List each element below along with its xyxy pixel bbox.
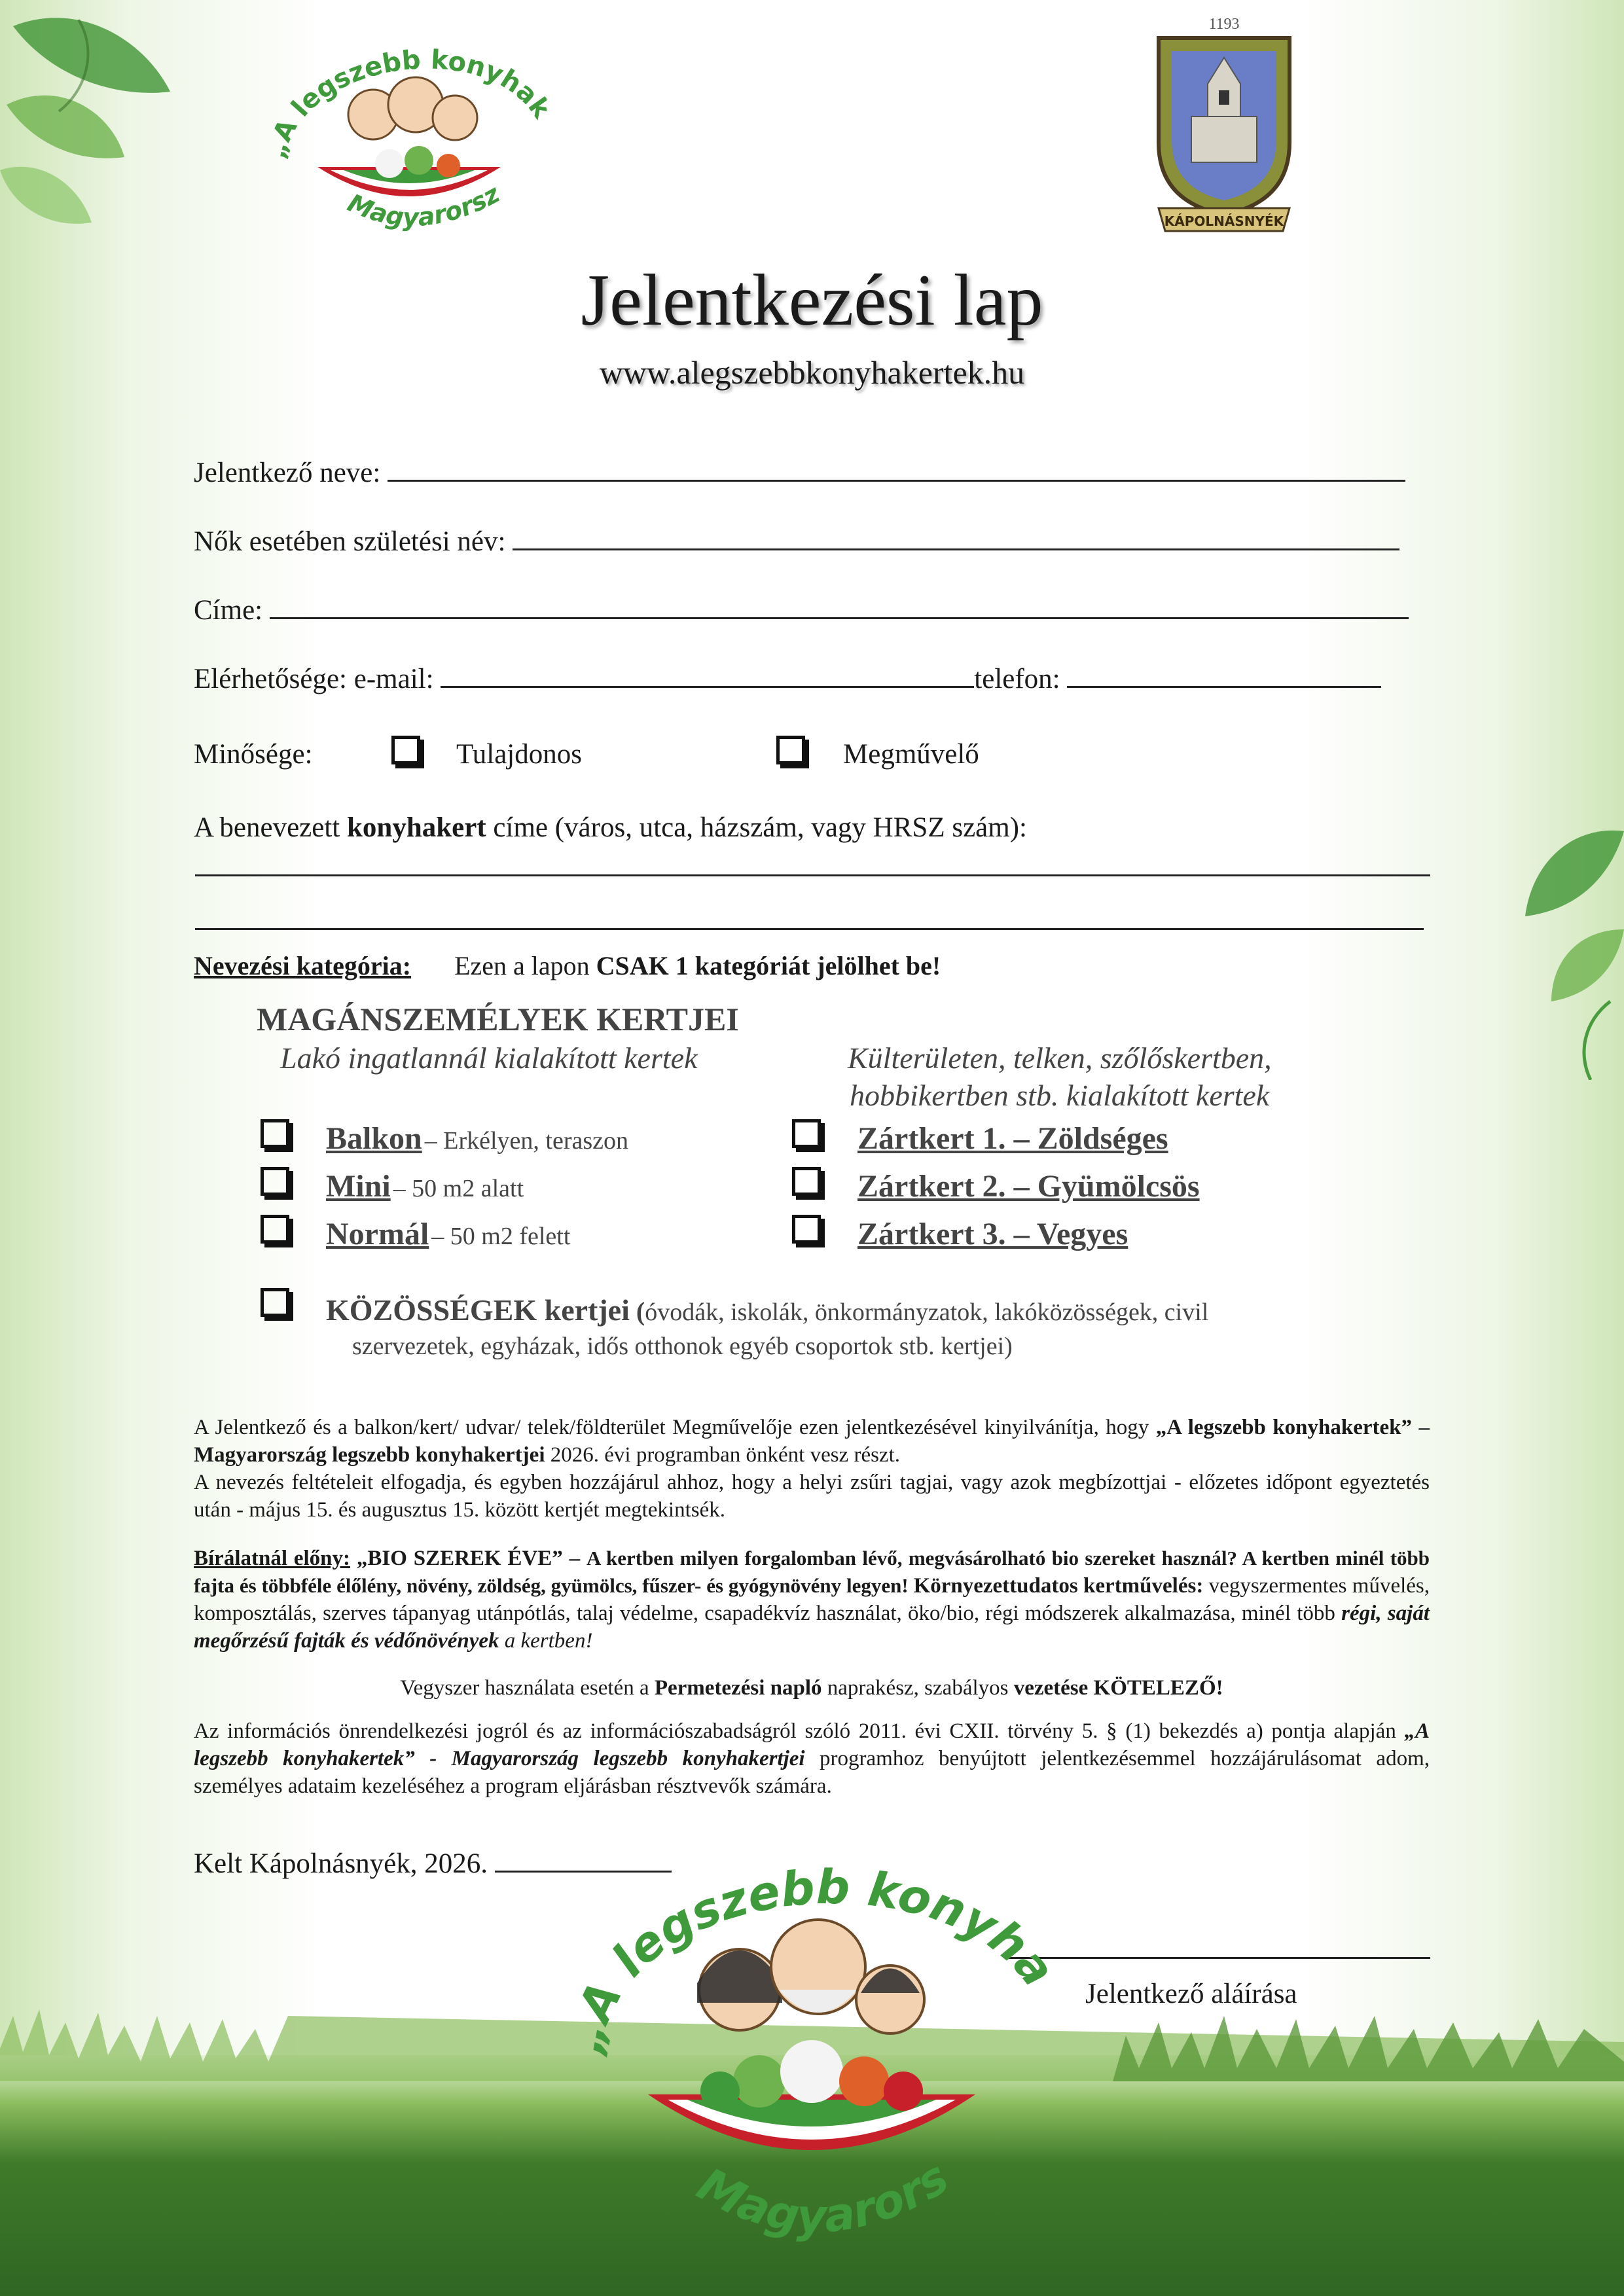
declaration-paragraph (194, 1414, 1430, 1524)
option-zartkert-2: Zártkert 2. – Gyümölcsös (857, 1169, 1200, 1204)
privacy-paragraph (194, 1717, 1430, 1800)
garden-address-label (194, 812, 1027, 844)
left-column-subtitle: Lakó ingatlannál kialakított kertek (280, 1041, 698, 1075)
checkbox-zartkert-3[interactable] (792, 1215, 821, 1244)
p5-b: „A legszebb konyhakertek” - Magyarország legszebb konyhakertjei (194, 1719, 1430, 1770)
option-zartkert-1: Zártkert 1. – Zöldséges (857, 1121, 1168, 1156)
option-zartkert-3: Zártkert 3. – Vegyes (857, 1217, 1128, 1251)
applicant-name-line[interactable] (388, 455, 1405, 482)
p3-c: Környezettudatos kertművelés: (913, 1574, 1204, 1598)
checkbox-normal[interactable] (261, 1215, 289, 1244)
category-note-prefix: Ezen a lapon (454, 951, 596, 980)
page-title: Jelentkezési lap (581, 260, 1043, 341)
p3-e: régi, saját megőrzésű fajták és védőnövények (194, 1602, 1430, 1653)
address-label: Címe: (194, 595, 263, 626)
p3-a: „BIO SZEREK ÉVE” – (350, 1547, 586, 1570)
date-label: Kelt Kápolnásnyék, 2026. (194, 1848, 488, 1879)
phone-label: telefon: (974, 664, 1060, 694)
p4-a: Vegyszer használata esetén a (400, 1676, 655, 1700)
p3-b: A kertben milyen forgalomban lévő, megvásárolható bio szereket használ? A kertben minél több fajta és többféle élőlény, növény, zöldség, gyümölcs, fűszer- és gyógynövény legyen! (194, 1547, 1430, 1597)
logo-bottom-arc-text: Magyarorsz (343, 179, 505, 232)
email-label: Elérhetősége: e-mail: (194, 664, 434, 694)
option-mini-desc: – 50 m2 alatt (393, 1175, 524, 1202)
logo-bottom-arc-text-large: Magyarors (689, 2150, 958, 2244)
p5-a: Az információs önrendelkezési jogról és az információszabadságról szóló 2011. évi CXII. törvény 5. § (1) bekezdés a) pontja alapján (194, 1719, 1405, 1743)
checkbox-mini[interactable] (261, 1167, 289, 1196)
community-paren: ( (629, 1297, 645, 1326)
phone-line[interactable] (1067, 661, 1381, 688)
field-birth-name (194, 524, 1399, 558)
p4-b: Permetezési napló (654, 1676, 822, 1700)
leaf-decoration-top-left (0, 0, 196, 275)
address-line[interactable] (270, 592, 1409, 619)
category-note-bold: CSAK 1 kategóriát jelölhet be! (596, 951, 941, 980)
option-community (326, 1293, 1208, 1327)
option-mini-name: Mini (326, 1169, 391, 1204)
cultivator-label: Megművelő (843, 739, 979, 770)
field-applicant-name (194, 455, 1405, 489)
logo-top-arc-text: „A legszebb konyha (261, 45, 544, 162)
category-row (194, 950, 941, 981)
garden-address-prefix: A benevezett (194, 812, 348, 843)
p2: A nevezés feltételeit elfogadja, és egyben hozzájárul ahhoz, hogy a helyi zsűri tagjai, vagy azok megbízottjai - előzetes időpont egyeztetés után - május 15. és augusztus 15. között kertjét megtekintsék. (194, 1471, 1430, 1522)
community-desc-1: óvodák, iskolák, önkormányzatok, lakóközösségek, civil (645, 1299, 1209, 1326)
p3-d: vegyszermentes művelés, komposztálás, szerves tápanyag utánpótlás, talaj védelme, csapadékvíz használat, öko/bio, régi módszerek alkalmazása, minél több (194, 1574, 1430, 1625)
garden-address-bold: konyhakert (347, 812, 486, 843)
logo-bottom-top-arc-text: „A legszebb konyha (563, 1859, 1060, 2057)
option-balkon-name: Balkon (326, 1121, 422, 1156)
owner-label: Tulajdonos (456, 739, 582, 770)
field-contact (194, 661, 1381, 695)
garden-address-line-2[interactable] (195, 928, 1424, 930)
field-quality (194, 738, 313, 770)
community-name: KÖZÖSSÉGEK kertjei (326, 1293, 630, 1327)
applicant-name-label: Jelentkező neve: (194, 457, 381, 488)
right-column-subtitle-2: hobbikertben stb. kialakított kertek (850, 1079, 1270, 1112)
program-logo-top (259, 36, 547, 232)
p4-d: vezetése KÖTELEZŐ! (1013, 1676, 1223, 1700)
option-balkon-desc: – Erkélyen, teraszon (424, 1127, 629, 1155)
quality-label: Minősége: (194, 739, 313, 770)
private-gardens-heading: MAGÁNSZEMÉLYEK KERTJEI (257, 1001, 739, 1037)
garden-address-line-1[interactable] (195, 874, 1430, 876)
category-label: Nevezési kategória: (194, 951, 412, 980)
option-balkon (326, 1121, 628, 1157)
crest-banner-text: KÁPOLNÁSNYÉK (1164, 213, 1284, 229)
p3-f: a kertben! (499, 1629, 593, 1653)
birth-name-line[interactable] (513, 524, 1399, 550)
pesticide-note (194, 1674, 1430, 1702)
option-mini (326, 1168, 524, 1204)
birth-name-label: Nők esetében születési név: (194, 526, 506, 557)
p3-label: Bírálatnál előny: (194, 1547, 351, 1570)
p1-b: „A legszebb konyhakertek” – Magyarország legszebb konyhakertjei (194, 1416, 1430, 1467)
checkbox-community[interactable] (261, 1288, 289, 1317)
checkbox-zartkert-1[interactable] (792, 1119, 821, 1148)
p5-c: programhoz benyújtott jelentkezésemmel hozzájárulásomat adom, személyes adataim kezeléséhez a program eljárásban résztvevők számára. (194, 1747, 1430, 1798)
kapolnasnyek-crest (1146, 12, 1303, 241)
email-line[interactable] (441, 661, 974, 688)
program-logo-bottom (563, 1839, 1060, 2271)
signature-label: Jelentkező aláírása (1085, 1979, 1297, 2009)
option-normal-desc: – 50 m2 felett (431, 1223, 571, 1250)
advantage-paragraph (194, 1545, 1430, 1655)
checkbox-balkon[interactable] (261, 1119, 289, 1148)
right-column-subtitle-1: Külterületen, telken, szőlőskertben, (848, 1041, 1272, 1075)
p1-a: A Jelentkező és a balkon/kert/ udvar/ telek/földterület Megművelője ezen jelentkezésével kinyilvánítja, hogy (194, 1416, 1156, 1439)
option-normal-name: Normál (326, 1217, 429, 1251)
field-address (194, 592, 1409, 626)
checkbox-owner[interactable] (391, 736, 420, 764)
crest-year: 1193 (1208, 16, 1240, 33)
p1-c: 2026. évi programban önként vesz részt. (545, 1443, 901, 1467)
garden-address-suffix: címe (város, utca, házszám, vagy HRSZ szám): (486, 812, 1027, 843)
leaf-decoration-right (1479, 805, 1624, 1080)
p4-c: naprakész, szabályos (821, 1676, 1014, 1700)
checkbox-cultivator[interactable] (776, 736, 805, 764)
community-desc-2: szervezetek, egyházak, idős otthonok egyéb csoportok stb. kertjei) (352, 1333, 1013, 1360)
website-url: www.alegszebbkonyhakertek.hu (599, 354, 1025, 391)
checkbox-zartkert-2[interactable] (792, 1167, 821, 1196)
option-normal (326, 1216, 570, 1252)
signature-line[interactable] (1008, 1957, 1430, 1959)
